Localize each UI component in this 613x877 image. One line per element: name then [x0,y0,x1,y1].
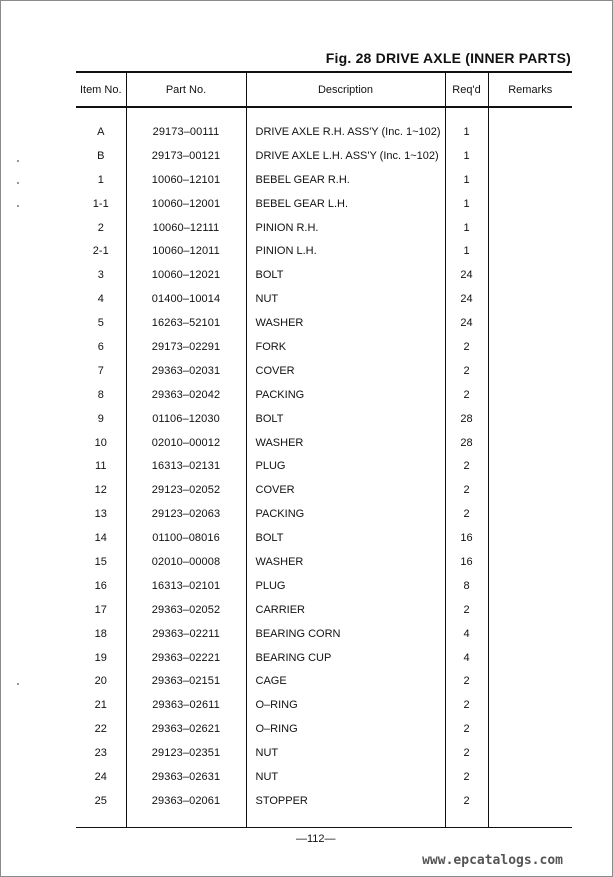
part-no-cell: 10060–12101 [126,168,246,192]
description-cell: PINION L.H. [246,239,445,263]
remarks-cell [488,526,572,550]
reqd-cell: 2 [445,502,488,526]
reqd-cell: 1 [445,216,488,240]
description-cell: PINION R.H. [246,216,445,240]
reqd-cell: 2 [445,359,488,383]
description-cell: PACKING [246,502,445,526]
page-number: —112— [296,833,336,845]
table-row [76,144,572,168]
table-row [76,359,572,383]
reqd-cell: 24 [445,263,488,287]
item-no-cell: 11 [95,460,107,473]
part-no-cell: 29363–02061 [126,789,246,827]
remarks-cell [488,598,572,622]
table-row [76,335,572,359]
description-cell: BOLT [246,407,445,431]
table-row [76,598,572,622]
remarks-cell [488,144,572,168]
part-no-cell: 29363–02211 [126,622,246,646]
table-row [76,717,572,741]
part-no-cell: 29363–02611 [126,693,246,717]
table-row [76,192,572,216]
remarks-cell [488,789,572,827]
reqd-cell: 2 [445,383,488,407]
reqd-cell: 16 [445,526,488,550]
reqd-cell: 2 [445,741,488,765]
item-no-cell: 17 [94,603,107,616]
part-no-cell: 29363–02031 [126,359,246,383]
item-no-cell: 20 [94,675,107,688]
remarks-cell [488,669,572,693]
part-no-cell: 29123–02063 [126,502,246,526]
table-row [76,454,572,478]
description-cell: PLUG [246,574,445,598]
remarks-cell [488,263,572,287]
item-no-cell: 16 [94,579,107,592]
description-cell: PACKING [246,383,445,407]
table-row [76,239,572,263]
remarks-cell [488,431,572,455]
table-row [76,526,572,550]
description-cell: COVER [246,478,445,502]
item-no-cell: 12 [94,484,107,497]
remarks-cell [488,454,572,478]
remarks-cell [488,311,572,335]
description-cell: BEARING CUP [246,646,445,670]
reqd-cell: 1 [445,192,488,216]
part-no-cell: 29363–02221 [126,646,246,670]
header-item-no: Item No. [76,72,126,107]
part-no-cell: 29123–02351 [126,741,246,765]
item-no-cell: 4 [97,293,104,306]
reqd-cell: 4 [445,622,488,646]
item-no-cell: 6 [97,340,104,353]
part-no-cell: 01100–08016 [126,526,246,550]
description-cell: WASHER [246,550,445,574]
item-no-cell: 8 [97,388,104,401]
reqd-cell: 2 [445,598,488,622]
description-cell: O–RING [246,693,445,717]
table-row [76,478,572,502]
description-cell: COVER [246,359,445,383]
table-row [76,646,572,670]
reqd-cell: 2 [445,669,488,693]
header-part-no: Part No. [126,72,246,107]
part-no-cell: 29363–02631 [126,765,246,789]
item-no-cell: 5 [97,317,104,330]
item-no-cell: 7 [97,364,104,377]
part-no-cell: 29173–00111 [126,107,246,144]
remarks-cell [488,216,572,240]
description-cell: DRIVE AXLE L.H. ASS'Y (Inc. 1~102) [246,144,445,168]
item-no-cell: 10 [94,436,107,449]
reqd-cell: 1 [445,168,488,192]
parts-table [76,71,572,828]
reqd-cell: 28 [445,431,488,455]
part-no-cell: 16263–52101 [126,311,246,335]
reqd-cell: 28 [445,407,488,431]
reqd-cell: 16 [445,550,488,574]
item-no-cell: B [97,149,105,162]
item-no-cell: 13 [94,508,107,521]
item-no-cell: 24 [94,770,107,783]
item-no-cell: 9 [97,412,104,425]
table-row [76,311,572,335]
description-cell: NUT [246,287,445,311]
item-no-cell: 25 [76,789,126,827]
part-no-cell: 02010–00012 [126,431,246,455]
part-no-cell: 29363–02621 [126,717,246,741]
part-no-cell: 10060–12021 [126,263,246,287]
description-cell: WASHER [246,311,445,335]
remarks-cell [488,168,572,192]
part-no-cell: 01400–10014 [126,287,246,311]
reqd-cell: 2 [445,717,488,741]
remarks-cell [488,478,572,502]
reqd-cell: 2 [445,765,488,789]
reqd-cell: 24 [445,287,488,311]
part-no-cell: 29173–00121 [126,144,246,168]
item-no-cell: 22 [94,723,107,736]
parts-table-body [76,107,572,827]
scan-speck [17,205,19,207]
header-reqd: Req'd [445,72,488,107]
part-no-cell: 10060–12001 [126,192,246,216]
description-cell: BEARING CORN [246,622,445,646]
item-no-cell: 2-1 [92,245,109,258]
description-cell: O–RING [246,717,445,741]
item-no-cell: 14 [94,532,107,545]
part-no-cell: 16313–02131 [126,454,246,478]
reqd-cell: 1 [445,144,488,168]
reqd-cell: 2 [445,335,488,359]
description-cell: PLUG [246,454,445,478]
reqd-cell: 2 [445,478,488,502]
remarks-cell [488,693,572,717]
description-cell: CARRIER [246,598,445,622]
table-row [76,107,572,144]
item-no-cell: 2 [97,221,104,234]
remarks-cell [488,622,572,646]
scan-speck [17,160,19,162]
part-no-cell: 02010–00008 [126,550,246,574]
description-cell: BEBEL GEAR L.H. [246,192,445,216]
part-no-cell: 16313–02101 [126,574,246,598]
part-no-cell: 29363–02151 [126,669,246,693]
table-row [76,550,572,574]
remarks-cell [488,502,572,526]
table-row [76,431,572,455]
remarks-cell [488,287,572,311]
remarks-cell [488,717,572,741]
description-cell: BEBEL GEAR R.H. [246,168,445,192]
table-row [76,693,572,717]
part-no-cell: 10060–12011 [126,239,246,263]
description-cell: WASHER [246,431,445,455]
watermark: www.epcatalogs.com [422,853,563,868]
remarks-cell [488,383,572,407]
scan-speck [17,182,19,184]
reqd-cell: 1 [445,239,488,263]
table-row [76,502,572,526]
remarks-cell [488,741,572,765]
part-no-cell: 10060–12111 [126,216,246,240]
remarks-cell [488,239,572,263]
item-no-cell: 1 [97,173,104,186]
description-cell: BOLT [246,263,445,287]
scan-speck [17,683,19,685]
part-no-cell: 01106–12030 [126,407,246,431]
table-row [76,383,572,407]
description-cell: FORK [246,335,445,359]
item-no-cell: 15 [94,555,107,568]
item-no-cell: 1-1 [92,197,109,210]
header-remarks: Remarks [488,72,572,107]
reqd-cell: 2 [445,693,488,717]
table-row [76,669,572,693]
table-row [76,789,572,827]
remarks-cell [488,550,572,574]
description-cell: BOLT [246,526,445,550]
part-no-cell: 29123–02052 [126,478,246,502]
reqd-cell: 2 [445,454,488,478]
description-cell: DRIVE AXLE R.H. ASS'Y (Inc. 1~102) [246,107,445,144]
remarks-cell [488,335,572,359]
figure-title: Fig. 28 DRIVE AXLE (INNER PARTS) [325,50,571,66]
description-cell: NUT [246,765,445,789]
table-row [76,168,572,192]
table-row [76,287,572,311]
description-cell: CAGE [246,669,445,693]
header-description: Description [246,72,445,107]
remarks-cell [488,192,572,216]
table-row [76,765,572,789]
reqd-cell: 1 [445,107,488,144]
reqd-cell: 4 [445,646,488,670]
remarks-cell [488,765,572,789]
description-cell: NUT [246,741,445,765]
remarks-cell [488,407,572,431]
part-no-cell: 29363–02052 [126,598,246,622]
reqd-cell: 8 [445,574,488,598]
item-no-cell: 18 [94,627,107,640]
item-no-cell: 21 [94,699,107,712]
table-row [76,622,572,646]
table-header-row [76,72,572,107]
table-row [76,263,572,287]
item-no-cell: 19 [94,651,107,664]
reqd-cell: 2 [445,789,488,827]
remarks-cell [488,359,572,383]
item-no-cell: 23 [94,747,107,760]
remarks-cell [488,574,572,598]
remarks-cell [488,646,572,670]
remarks-cell [488,107,572,144]
part-no-cell: 29173–02291 [126,335,246,359]
reqd-cell: 24 [445,311,488,335]
table-row [76,407,572,431]
table-row [76,574,572,598]
item-no-cell: 3 [97,269,104,282]
item-no-cell: A [97,125,105,138]
description-cell: STOPPER [246,789,445,827]
table-row [76,216,572,240]
table-row [76,741,572,765]
part-no-cell: 29363–02042 [126,383,246,407]
